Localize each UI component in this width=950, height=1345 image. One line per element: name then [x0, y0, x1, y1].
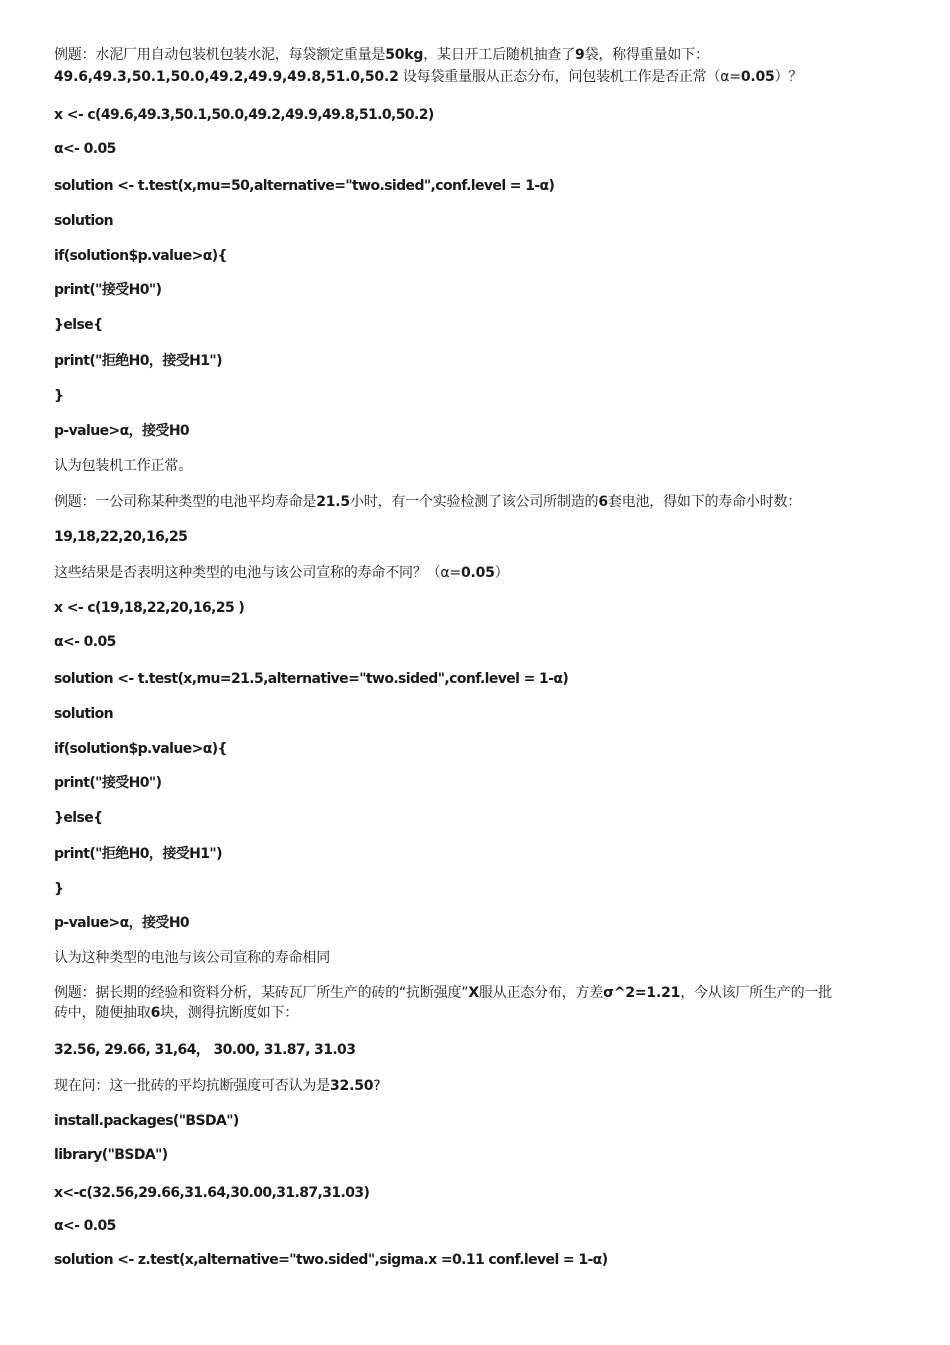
example-3-data-line: 32.56, 29.66, 31,64， 30.00, 31.87, 31.03	[54, 1042, 356, 1058]
example-1-code-line: print("接受H0")	[54, 282, 162, 298]
example-2-conclusion: 认为这种类型的电池与该公司宣称的寿命相同	[54, 950, 330, 966]
example-2-code-line: }	[54, 881, 64, 897]
example-1-code-line: }	[54, 388, 64, 404]
example-3-code-line: install.packages("BSDA")	[54, 1113, 239, 1129]
example-2-question-line-1: 例题：一公司称某种类型的电池平均寿命是21.5小时，有一个实验检测了该公司所制造的6套电池，得如下的寿命小时数：	[54, 494, 802, 510]
example-1-question-line-1: 例题：水泥厂用自动包装机包装水泥，每袋额定重量是50kg，某日开工后随机抽查了9袋，称得重量如下：	[54, 47, 709, 63]
example-2-code-line: solution <- t.test(x,mu=21.5,alternative="two.sided",conf.level = 1-α)	[54, 671, 569, 687]
example-2-code-line: x <- c(19,18,22,20,16,25 )	[54, 600, 245, 616]
example-3-question-line-2: 砖中，随便抽取6块，测得抗断度如下：	[54, 1005, 299, 1021]
example-1-code-line: }else{	[54, 317, 103, 333]
example-3-code-line: α<- 0.05	[54, 1218, 116, 1234]
example-2-question-line-2: 这些结果是否表明这种类型的电池与该公司宣称的寿命不同？（α=0.05）	[54, 565, 509, 581]
example-3-question-line-1: 例题：据长期的经验和资料分析，某砖瓦厂所生产的砖的“抗断强度”X服从正态分布，方差σ^2=1.21，今从该厂所生产的一批	[54, 985, 832, 1001]
example-2-code-line: print("拒绝H0，接受H1")	[54, 846, 222, 862]
example-3-code-line: x<-c(32.56,29.66,31.64,30.00,31.87,31.03)	[54, 1185, 370, 1201]
example-1-code-line: if(solution$p.value>α){	[54, 248, 227, 264]
example-2-code-line: if(solution$p.value>α){	[54, 741, 227, 757]
example-1-code-line: print("拒绝H0，接受H1")	[54, 353, 222, 369]
example-2-code-line: print("接受H0")	[54, 775, 162, 791]
example-3-code-line: solution <- z.test(x,alternative="two.sided",sigma.x =0.11 conf.level = 1-α)	[54, 1252, 608, 1268]
example-1-question-line-2: 49.6,49.3,50.1,50.0,49.2,49.9,49.8,51.0,50.2 设每袋重量服从正态分布，问包装机工作是否正常（α=0.05）？	[54, 69, 803, 85]
example-2-code-line: solution	[54, 706, 113, 722]
example-2-result-line: p-value>α，接受H0	[54, 915, 190, 931]
example-2-data-line: 19,18,22,20,16,25	[54, 529, 188, 545]
example-1-result-line: p-value>α，接受H0	[54, 423, 190, 439]
example-3-question-line-3: 现在问：这一批砖的平均抗断强度可否认为是32.50?	[54, 1078, 381, 1094]
example-1-code-line: solution <- t.test(x,mu=50,alternative="two.sided",conf.level = 1-α)	[54, 178, 555, 194]
example-1-code-line: solution	[54, 213, 113, 229]
example-1-code-line: x <- c(49.6,49.3,50.1,50.0,49.2,49.9,49.8,51.0,50.2)	[54, 107, 434, 123]
example-3-code-line: library("BSDA")	[54, 1147, 168, 1163]
example-1-conclusion: 认为包装机工作正常。	[54, 458, 192, 474]
example-1-code-line: α<- 0.05	[54, 141, 116, 157]
example-2-code-line: }else{	[54, 810, 103, 826]
example-2-code-line: α<- 0.05	[54, 634, 116, 650]
